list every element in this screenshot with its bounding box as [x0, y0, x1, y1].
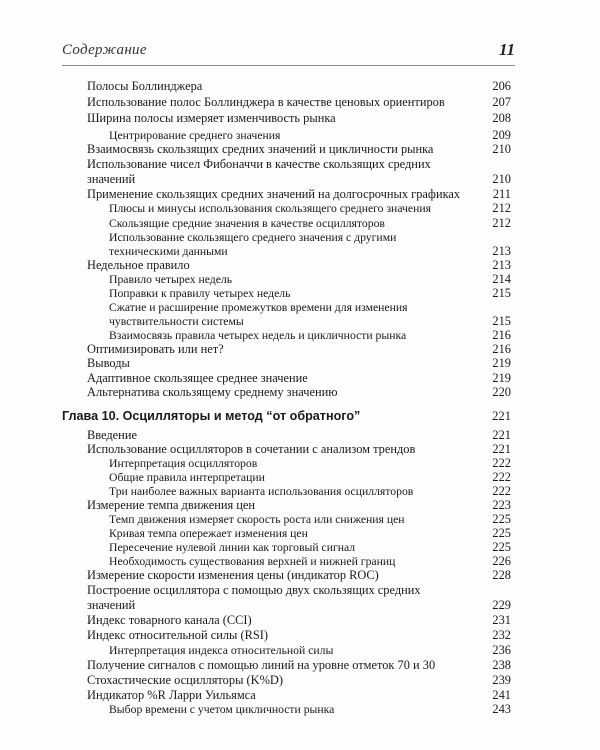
toc-entry [0, 111, 600, 126]
toc-entry-title: Получение сигналов с помощью линий на уровне отметок 70 и 30 [87, 658, 436, 672]
toc-entry [0, 568, 600, 583]
toc-entry-page: 216 [492, 342, 511, 356]
toc-entry [0, 300, 600, 315]
toc-entry-page: 220 [492, 385, 511, 399]
toc-entry [0, 172, 600, 187]
toc-entry-title: Пересечение нулевой линии как торговый сигнал [109, 541, 356, 554]
toc-entry [0, 128, 600, 143]
toc-entry [0, 258, 600, 273]
toc-entry-page: 213 [492, 258, 511, 272]
toc-entry-title: Центрирование среднего значения [109, 129, 281, 142]
toc-entry-title: Использование скользящего среднего значения с другими [109, 231, 397, 244]
toc-entry-page: 221 [492, 442, 511, 456]
running-header-title: Содержание [62, 42, 147, 58]
toc-entry-page: 214 [492, 272, 511, 286]
toc-entry [0, 272, 600, 287]
toc-entry-page: 213 [492, 244, 511, 258]
toc-entry-title: Интерпретация индекса относительной силы [109, 644, 334, 657]
toc-entry [0, 442, 600, 457]
toc-entry [0, 598, 600, 613]
toc-entry-page: 226 [492, 554, 511, 568]
toc-entry-page: 228 [492, 568, 511, 582]
toc-entry-title: Плюсы и минусы использования скользящего среднего значения [109, 202, 431, 215]
toc-entry-title: Индикатор %R Ларри Уильямса [87, 688, 256, 702]
toc-entry [0, 643, 600, 658]
toc-entry-title: Взаимосвязь правила четырех недель и цикличности рынка [109, 329, 407, 342]
toc-entry [0, 470, 600, 485]
toc-entry [0, 328, 600, 343]
toc-entry-title: Измерение скорости изменения цены (индикатор ROC) [87, 568, 379, 582]
toc-entry [0, 79, 600, 94]
toc-entry [0, 230, 600, 245]
toc-entry-title: Интерпретация осцилляторов [109, 457, 258, 470]
toc-entry [0, 142, 600, 157]
toc-entry-title: чувствительности системы [109, 315, 244, 328]
toc-entry-page: 207 [492, 95, 511, 109]
toc-entry-page: 210 [492, 172, 511, 186]
toc-entry-title: Использование осцилляторов в сочетании с анализом трендов [87, 442, 416, 456]
toc-entry-page: 219 [492, 356, 511, 370]
toc-entry-page: 219 [492, 371, 511, 385]
toc-entry [0, 371, 600, 386]
toc-entry-title: Использование полос Боллинджера в качестве ценовых ориентиров [87, 95, 445, 109]
toc-entry [0, 244, 600, 259]
toc-entry [0, 95, 600, 110]
toc-entry [0, 216, 600, 231]
page-number: 11 [498, 40, 515, 59]
toc-entry-title: Темп движения измеряет скорость роста или снижения цен [109, 513, 405, 526]
toc-entry-page: 212 [492, 201, 511, 215]
chapter-heading [0, 409, 600, 424]
toc-entry-page: 236 [492, 643, 511, 657]
toc-entry [0, 688, 600, 703]
toc-entry-page: 209 [492, 128, 511, 142]
toc-entry-title: Выводы [87, 356, 130, 370]
toc-entry-page: 215 [492, 286, 511, 300]
toc-entry [0, 512, 600, 527]
toc-entry-title: Измерение темпа движения цен [87, 498, 256, 512]
toc-entry-page: 222 [492, 484, 511, 498]
toc-entry-title: Индекс относительной силы (RSI) [87, 628, 268, 642]
toc-entry-page: 231 [492, 613, 511, 627]
toc-entry-title: Построение осциллятора с помощью двух скользящих средних [87, 583, 421, 597]
toc-entry-title: Применение скользящих средних значений на долгосрочных графиках [87, 187, 461, 201]
toc-entry [0, 526, 600, 541]
toc-entry-title: значений [87, 598, 136, 612]
toc-entry [0, 554, 600, 569]
toc-entry-title: Оптимизировать или нет? [87, 342, 224, 356]
toc-entry [0, 314, 600, 329]
toc-entry [0, 342, 600, 357]
toc-entry-title: Полосы Боллинджера [87, 79, 203, 93]
toc-entry [0, 356, 600, 371]
toc-entry-title: Правило четырех недель [109, 273, 233, 286]
toc-entry-page: 243 [492, 702, 511, 716]
toc-entry-title: Общие правила интерпретации [109, 471, 265, 484]
toc-entry [0, 702, 600, 717]
toc-entry-title: Индекс товарного канала (CCI) [87, 613, 252, 627]
toc-entry-page: 229 [492, 598, 511, 612]
toc-entry [0, 673, 600, 688]
toc-entry [0, 583, 600, 598]
toc-entry-page: 223 [492, 498, 511, 512]
toc-entry-title: Введение [87, 428, 137, 442]
toc-entry [0, 201, 600, 216]
toc-entry [0, 484, 600, 499]
toc-entry-page: 222 [492, 456, 511, 470]
toc-entry-page: 221 [492, 428, 511, 442]
toc-entry-title: Необходимость существования верхней и нижней границ [109, 555, 396, 568]
toc-entry [0, 628, 600, 643]
toc-entry-title: Недельное правило [87, 258, 190, 272]
toc-entry [0, 286, 600, 301]
toc-entry-title: Выбор времени с учетом цикличности рынка [109, 703, 335, 716]
toc-entry-title: Сжатие и расширение промежутков времени для изменения [109, 301, 408, 314]
toc-entry-title: Скользящие средние значения в качестве осцилляторов [109, 217, 385, 230]
toc-entry-title: Использование чисел Фибоначчи в качестве скользящих средних [87, 157, 431, 171]
toc-entry-page: 232 [492, 628, 511, 642]
toc-entry [0, 187, 600, 202]
toc-entry [0, 157, 600, 172]
toc-entry-page: 208 [492, 111, 511, 125]
toc-entry-page: 216 [492, 328, 511, 342]
toc-entry [0, 385, 600, 400]
toc-entry [0, 540, 600, 555]
toc-entry-page: 212 [492, 216, 511, 230]
toc-entry [0, 498, 600, 513]
toc-entry-title: Три наиболее важных варианта использования осцилляторов [109, 485, 414, 498]
toc-entry [0, 456, 600, 471]
toc-entry-page: 222 [492, 470, 511, 484]
toc-entry-title: техническими данными [109, 245, 228, 258]
toc-entry-title: Поправки к правилу четырех недель [109, 287, 291, 300]
toc-entry-page: 211 [492, 187, 511, 201]
toc-entry [0, 613, 600, 628]
toc-entry-title: Кривая темпа опережает изменения цен [109, 527, 308, 540]
toc-entry-title: Адаптивное скользящее среднее значение [87, 371, 308, 385]
toc-entry-title: Взаимосвязь скользящих средних значений и цикличности рынка [87, 142, 434, 156]
toc-entry-page: 210 [492, 142, 511, 156]
toc-entry-page: 241 [492, 688, 511, 702]
toc-entry-page: 239 [492, 673, 511, 687]
toc-entry-title: Стохастические осцилляторы (K%D) [87, 673, 283, 687]
toc-entry-title: Альтернатива скользящему среднему значению [87, 385, 338, 399]
chapter-page: 221 [492, 409, 511, 423]
toc-entry-page: 206 [492, 79, 511, 93]
toc-entry-page: 225 [492, 526, 511, 540]
toc-entry-title: Ширина полосы измеряет изменчивость рынка [87, 111, 336, 125]
toc-entry-page: 215 [492, 314, 511, 328]
chapter-title: Глава 10. Осцилляторы и метод “от обратного” [62, 409, 361, 423]
toc-entry [0, 428, 600, 443]
toc-entry-page: 225 [492, 540, 511, 554]
toc-entry-page: 238 [492, 658, 511, 672]
toc-entry-title: значений [87, 172, 136, 186]
toc-entry-page: 225 [492, 512, 511, 526]
toc-entry [0, 658, 600, 673]
